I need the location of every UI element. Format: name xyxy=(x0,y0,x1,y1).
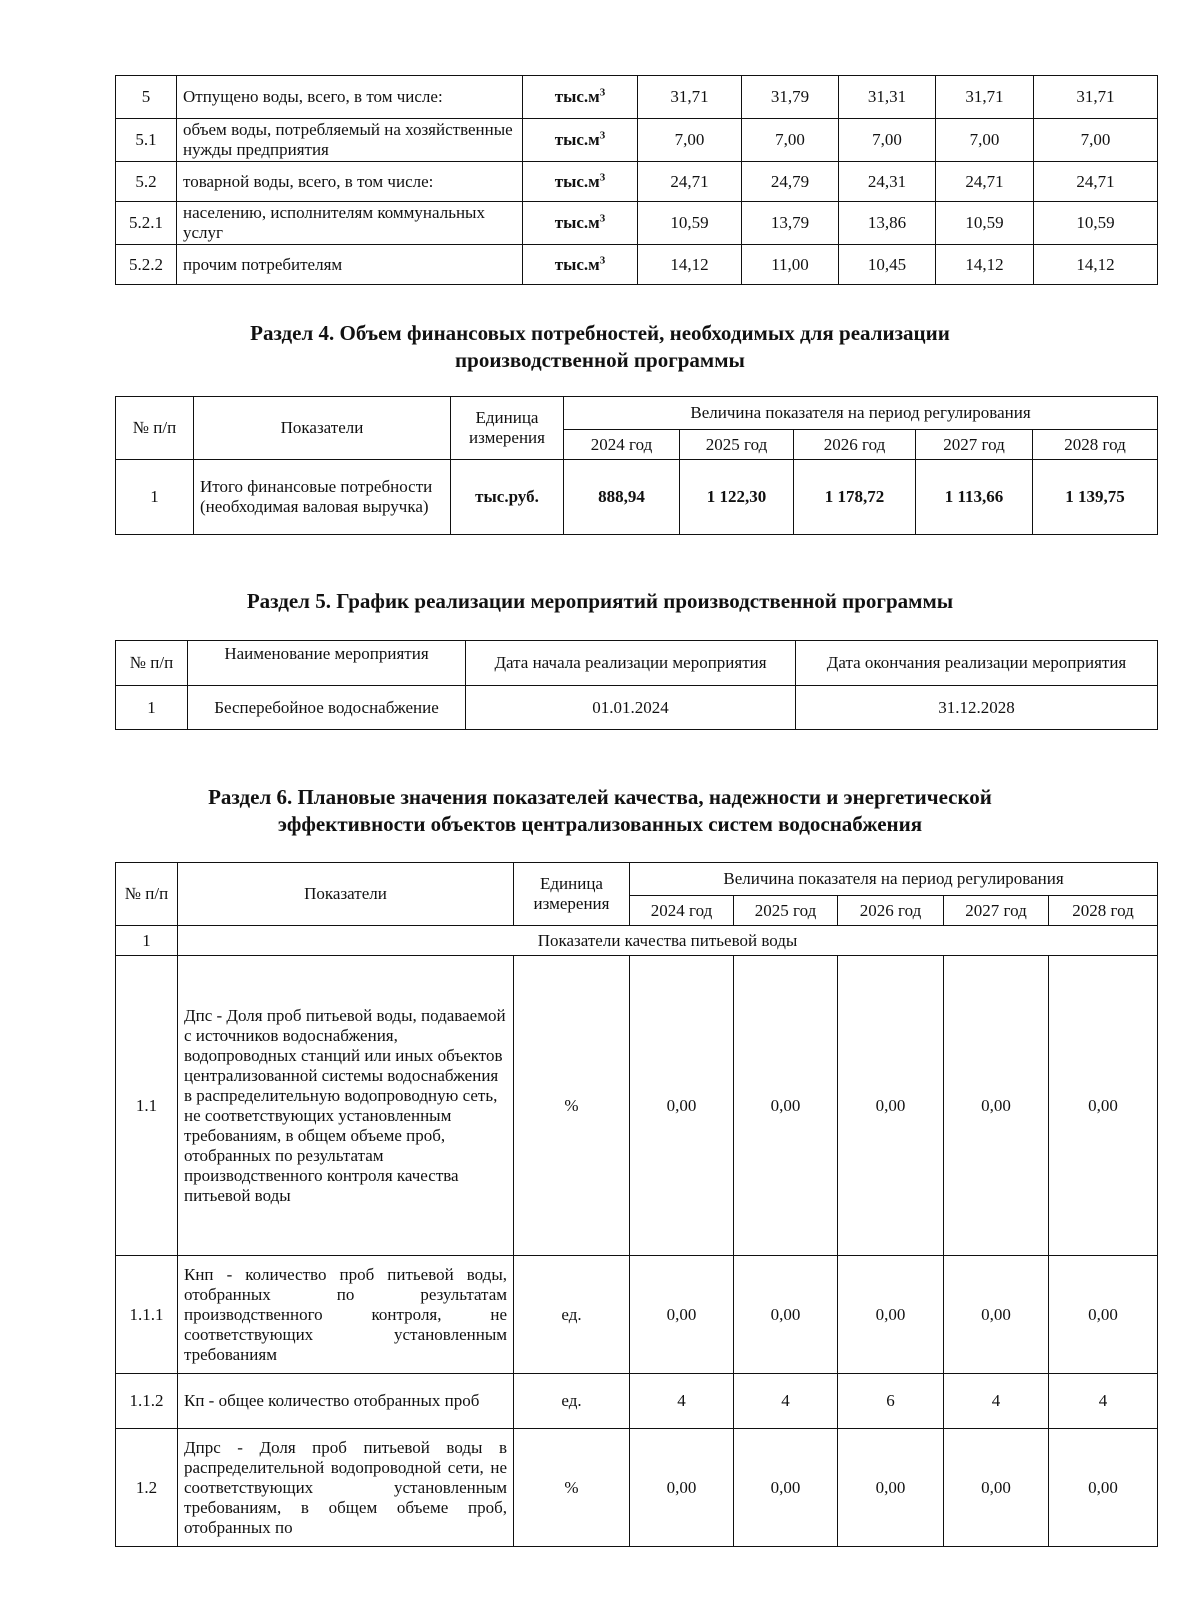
year-header: 2026 год xyxy=(794,430,916,460)
row-num: 1 xyxy=(116,460,194,535)
value-cell: 0,00 xyxy=(734,1256,838,1374)
value-cell: 14,12 xyxy=(1034,245,1158,285)
value-cell: 0,00 xyxy=(1049,1256,1158,1374)
value-cell: 4 xyxy=(734,1374,838,1429)
row-name: Итого финансовые потребности (необходимая валовая выручка) xyxy=(194,460,451,535)
value-cell: 13,86 xyxy=(839,202,936,245)
value-cell: 31,71 xyxy=(1034,76,1158,119)
row-end: 31.12.2028 xyxy=(796,686,1158,730)
financial-needs-table xyxy=(115,396,1158,535)
value-cell: 24,71 xyxy=(1034,162,1158,202)
value-cell: 0,00 xyxy=(1049,956,1158,1256)
value-cell: 31,79 xyxy=(742,76,839,119)
value-cell: 10,45 xyxy=(839,245,936,285)
water-release-table xyxy=(115,75,1158,285)
year-header: 2026 год xyxy=(838,896,944,926)
value-cell: 7,00 xyxy=(742,119,839,162)
value-cell: 6 xyxy=(838,1374,944,1429)
value-cell: 7,00 xyxy=(1034,119,1158,162)
value-cell: 4 xyxy=(630,1374,734,1429)
value-cell: 7,00 xyxy=(839,119,936,162)
table-row xyxy=(116,1429,1158,1547)
year-header: 2027 год xyxy=(944,896,1049,926)
row-num: 1.1 xyxy=(116,956,178,1256)
group-num: 1 xyxy=(116,926,178,956)
header-indicator: Показатели xyxy=(178,863,514,926)
table-row xyxy=(116,76,1158,119)
table-row xyxy=(116,202,1158,245)
section-4-title: Раздел 4. Объем финансовых потребностей, необходимых для реализации производственной программы xyxy=(250,321,950,372)
value-cell: 24,71 xyxy=(936,162,1034,202)
value-cell: 1 122,30 xyxy=(680,460,794,535)
row-name: Бесперебойное водоснабжение xyxy=(188,686,466,730)
table-row xyxy=(116,686,1158,730)
value-cell: 0,00 xyxy=(838,1429,944,1547)
row-name: Дпс - Доля проб питьевой воды, подаваемой с источников водоснабжения, водопроводных станций или иных объектов централизованной системы водоснабжения в распределительную водопроводную сеть, не соответствующих установленным требованиям, в общем объеме проб, отобранных по результатам производственного контроля качества питьевой воды xyxy=(178,956,514,1256)
row-name: Отпущено воды, всего, в том числе: xyxy=(177,76,523,119)
value-cell: 31,71 xyxy=(936,76,1034,119)
table-row xyxy=(116,119,1158,162)
row-unit: ед. xyxy=(514,1256,630,1374)
section-6-title: Раздел 6. Плановые значения показателей качества, надежности и энергетической эффективности объектов централизованных систем водоснабжения xyxy=(208,785,992,836)
value-cell: 888,94 xyxy=(564,460,680,535)
value-cell: 1 139,75 xyxy=(1033,460,1158,535)
year-header: 2025 год xyxy=(680,430,794,460)
value-cell: 0,00 xyxy=(944,1429,1049,1547)
value-cell: 0,00 xyxy=(944,956,1049,1256)
row-name: Дпрс - Доля проб питьевой воды в распределительной водопроводной сети, не соответствующих установленным требованиям, в общем объеме проб, отобранных по xyxy=(178,1429,514,1547)
year-header: 2028 год xyxy=(1049,896,1158,926)
row-unit: $тыс.м^3$ xyxy=(523,119,638,162)
header-unit: Единица измерения xyxy=(514,863,630,926)
row-name: Кп - общее количество отобранных проб xyxy=(178,1374,514,1429)
row-name: товарной воды, всего, в том числе: xyxy=(177,162,523,202)
table-row xyxy=(116,460,1158,535)
header-num: № п/п xyxy=(116,641,188,686)
year-header: 2027 год xyxy=(916,430,1033,460)
row-unit: % xyxy=(514,956,630,1256)
value-cell: 24,79 xyxy=(742,162,839,202)
row-name: объем воды, потребляемый на хозяйственные нужды предприятия xyxy=(177,119,523,162)
value-cell: 0,00 xyxy=(734,956,838,1256)
value-cell: 7,00 xyxy=(638,119,742,162)
row-unit: ед. xyxy=(514,1374,630,1429)
row-start: 01.01.2024 xyxy=(466,686,796,730)
row-num: 1.1.1 xyxy=(116,1256,178,1374)
table-row xyxy=(116,956,1158,1256)
row-num: 1.1.2 xyxy=(116,1374,178,1429)
table-row xyxy=(116,245,1158,285)
row-unit: $тыс.м^3$ xyxy=(523,245,638,285)
table-row xyxy=(116,1374,1158,1429)
header-unit: Единица измерения xyxy=(451,397,564,460)
row-name: Кнп - количество проб питьевой воды, отобранных по результатам производственного контроля, не соответствующих установленным требованиям xyxy=(178,1256,514,1374)
value-cell: 4 xyxy=(944,1374,1049,1429)
value-cell: 14,12 xyxy=(638,245,742,285)
value-cell: 0,00 xyxy=(630,1256,734,1374)
row-num: 5.2.2 xyxy=(116,245,177,285)
header-start: Дата начала реализации мероприятия xyxy=(466,641,796,686)
header-num: № п/п xyxy=(116,863,178,926)
header-end: Дата окончания реализации мероприятия xyxy=(796,641,1158,686)
row-unit: $тыс.м^3$ xyxy=(523,162,638,202)
row-num: 5.2 xyxy=(116,162,177,202)
value-cell: 4 xyxy=(1049,1374,1158,1429)
value-cell: 10,59 xyxy=(936,202,1034,245)
group-label: Показатели качества питьевой воды xyxy=(178,926,1158,956)
value-cell: 0,00 xyxy=(630,1429,734,1547)
header-num: № п/п xyxy=(116,397,194,460)
value-cell: 10,59 xyxy=(1034,202,1158,245)
year-header: 2028 год xyxy=(1033,430,1158,460)
value-cell: 24,71 xyxy=(638,162,742,202)
value-cell: 11,00 xyxy=(742,245,839,285)
value-cell: 1 178,72 xyxy=(794,460,916,535)
year-header: 2025 год xyxy=(734,896,838,926)
section-5-title: Раздел 5. График реализации мероприятий производственной программы xyxy=(246,589,954,613)
schedule-table xyxy=(115,640,1158,730)
value-cell: 14,12 xyxy=(936,245,1034,285)
table-row xyxy=(116,162,1158,202)
value-cell: 31,71 xyxy=(638,76,742,119)
row-name: населению, исполнителям коммунальных услуг xyxy=(177,202,523,245)
row-num: 1 xyxy=(116,686,188,730)
row-num: 5.1 xyxy=(116,119,177,162)
row-unit: $тыс.м^3$ xyxy=(523,202,638,245)
row-num: 5 xyxy=(116,76,177,119)
row-num: 5.2.1 xyxy=(116,202,177,245)
header-indicator: Показатели xyxy=(194,397,451,460)
table-row xyxy=(116,1256,1158,1374)
value-cell: 0,00 xyxy=(838,1256,944,1374)
value-cell: 31,31 xyxy=(839,76,936,119)
value-cell: 0,00 xyxy=(944,1256,1049,1374)
header-name: Наименование мероприятия xyxy=(188,641,466,686)
year-header: 2024 год xyxy=(630,896,734,926)
value-cell: 0,00 xyxy=(630,956,734,1256)
value-cell: 0,00 xyxy=(1049,1429,1158,1547)
row-unit: тыс.руб. xyxy=(451,460,564,535)
value-cell: 1 113,66 xyxy=(916,460,1033,535)
value-cell: 24,31 xyxy=(839,162,936,202)
header-period: Величина показателя на период регулирования xyxy=(630,863,1158,896)
row-num: 1.2 xyxy=(116,1429,178,1547)
value-cell: 0,00 xyxy=(838,956,944,1256)
value-cell: 13,79 xyxy=(742,202,839,245)
group-row xyxy=(116,926,1158,956)
value-cell: 10,59 xyxy=(638,202,742,245)
header-period: Величина показателя на период регулирования xyxy=(564,397,1158,430)
row-unit: % xyxy=(514,1429,630,1547)
row-name: прочим потребителям xyxy=(177,245,523,285)
quality-indicators-table xyxy=(115,862,1158,1547)
value-cell: 0,00 xyxy=(734,1429,838,1547)
row-unit: $тыс.м^3$ xyxy=(523,76,638,119)
year-header: 2024 год xyxy=(564,430,680,460)
value-cell: 7,00 xyxy=(936,119,1034,162)
